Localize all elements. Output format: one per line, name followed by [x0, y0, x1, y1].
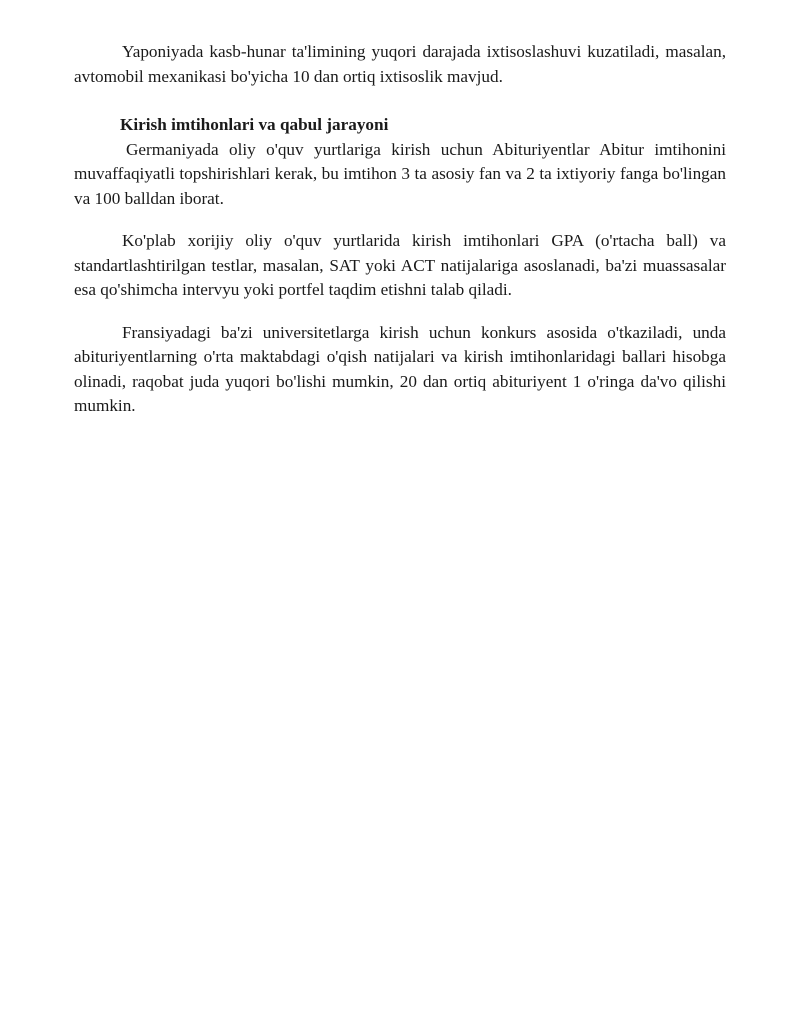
- paragraph-foreign-universities: Ko'plab xorijiy oliy o'quv yurtlarida kirish imtihonlari GPA (o'rtacha ball) va standartlashtirilgan testlar, masalan, SAT yoki ACT natijalariga asoslanadi, ba'zi muassasalar esa qo'shimcha intervyu yoki portfel taqdim etishni talab qiladi.: [74, 231, 726, 299]
- paragraph-france: Fransiyadagi ba'zi universitetlarga kirish uchun konkurs asosida o'tkaziladi, unda abituriyentlarning o'rta maktabdagi o'qish natijalari va kirish imtihonlaridagi ballari hisobga olinadi, raqobat juda yuqori bo'lishi mumkin, 20 dan ortiq abituriyent 1 o'ringa da'vo qilishi mumkin.: [74, 322, 726, 415]
- paragraph-japan: Yaponiyada kasb-hunar ta'limining yuqori darajada ixtisoslashuvi kuzatiladi, masalan, avtomobil mexanikasi bo'yicha 10 dan ortiq ixtisoslik mavjud.: [74, 42, 726, 86]
- paragraph-germany: Germaniyada oliy o'quv yurtlariga kirish uchun Abituriyentlar Abitur imtihonini muvaffaqiyatli topshirishlari kerak, bu imtihon 3 ta asosiy fan va 2 ta ixtiyoriy fanga bo'lingan va 100 balldan iborat.: [74, 139, 726, 208]
- document-page: [74, 40, 726, 419]
- section-heading: Kirish imtihonlari va qabul jarayoni: [120, 115, 389, 134]
